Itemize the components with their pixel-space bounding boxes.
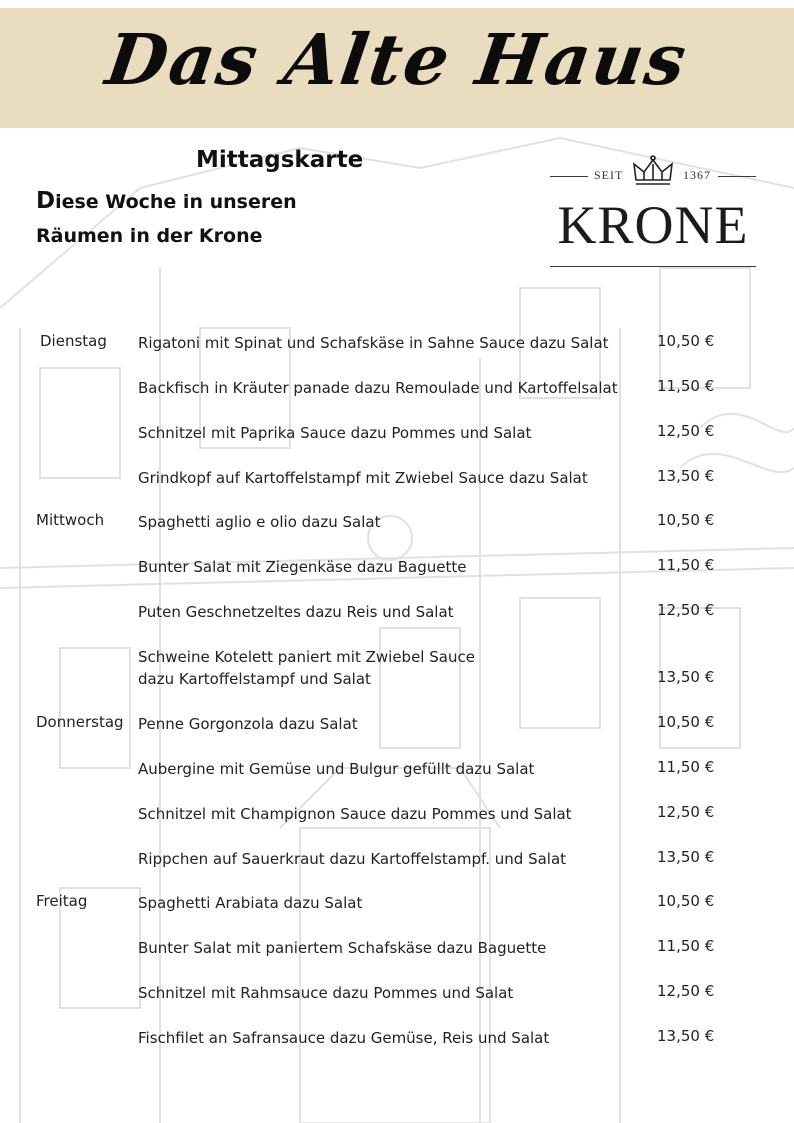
restaurant-title: Das Alte Haus [101,18,693,101]
menu-price: 12,50 € [657,601,715,619]
menu-dish: Bunter Salat mit paniertem Schafskäse dazu Baguette [138,939,547,957]
menu-dish: Schnitzel mit Paprika Sauce dazu Pommes und Salat [138,424,532,442]
menu-price: 13,50 € [657,668,715,686]
menu-dish: Rippchen auf Sauerkraut dazu Kartoffelstampf. und Salat [138,850,567,868]
menu-price: 11,50 € [657,377,715,395]
menu-subtitle: Mittagskarte [196,147,364,173]
menu-day: Freitag [36,892,88,910]
menu-price: 13,50 € [657,467,715,485]
menu-dish-line: Schweine Kotelett paniert mit Zwiebel Sauce [138,648,475,666]
menu-dish: Spaghetti aglio e olio dazu Salat [138,513,381,531]
logo-seit: SEIT [594,168,624,182]
menu-dish-line: dazu Kartoffelstampf und Salat [138,670,371,688]
krone-logo [548,150,758,272]
logo-year: 1367 [683,168,711,182]
menu-dish: Spaghetti Arabiata dazu Salat [138,894,363,912]
crown-icon [632,154,674,188]
menu-dish: Fischfilet an Safransauce dazu Gemüse, Reis und Salat [138,1029,550,1047]
menu-dish: Rigatoni mit Spinat und Schafskäse in Sahne Sauce dazu Salat [138,334,609,352]
menu-price: 11,50 € [657,937,715,955]
menu-day: Dienstag [40,332,107,350]
tagline-line-1 [36,184,356,219]
tagline-rest: iese Woche in unseren [55,191,297,213]
logo-rule-left [550,176,588,177]
background-house-sketch [0,128,794,1123]
logo-rule-right [718,176,756,177]
menu-price: 12,50 € [657,982,715,1000]
menu-price: 13,50 € [657,1027,715,1045]
menu-price: 11,50 € [657,758,715,776]
menu-day: Mittwoch [36,511,105,529]
logo-rule-bottom [550,266,756,267]
menu-dish: Bunter Salat mit Ziegenkäse dazu Baguette [138,558,467,576]
menu-dish: Penne Gorgonzola dazu Salat [138,715,358,733]
menu-dish: Puten Geschnetzeltes dazu Reis und Salat [138,603,454,621]
menu-price: 10,50 € [657,892,715,910]
menu-price: 10,50 € [657,713,715,731]
menu-dish: Schnitzel mit Rahmsauce dazu Pommes und Salat [138,984,514,1002]
menu-price: 10,50 € [657,511,715,529]
menu-dish: Grindkopf auf Kartoffelstampf mit Zwiebel Sauce dazu Salat [138,469,588,487]
menu-dish: Schnitzel mit Champignon Sauce dazu Pommes und Salat [138,805,572,823]
menu-dish [138,646,638,690]
tagline [36,184,356,253]
tagline-initial: D [36,188,56,214]
menu-price: 12,50 € [657,422,715,440]
menu-price: 12,50 € [657,803,715,821]
header-band [0,8,794,128]
menu-dish: Aubergine mit Gemüse und Bulgur gefüllt dazu Salat [138,760,535,778]
menu-dish: Backfisch in Kräuter panade dazu Remoulade und Kartoffelsalat [138,379,618,397]
tagline-line-2: Räumen in der Krone [36,225,263,247]
menu-day: Donnerstag [36,713,124,731]
menu-price: 10,50 € [657,332,715,350]
menu-price: 11,50 € [657,556,715,574]
logo-name: KRONE [557,195,749,255]
menu-price: 13,50 € [657,848,715,866]
